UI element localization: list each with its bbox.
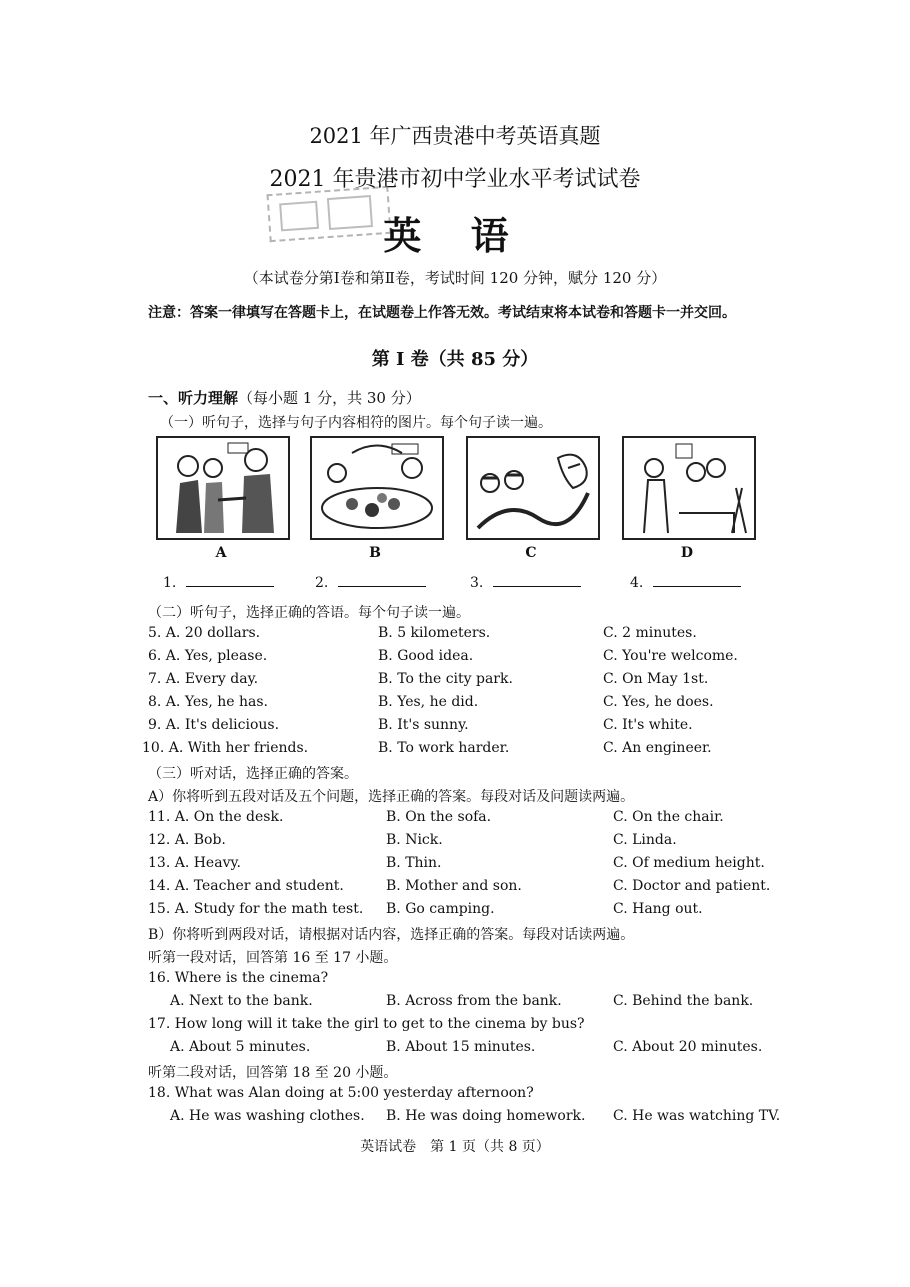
answer-blank-1 (163, 572, 274, 591)
section-name: 一、听力理解 (148, 389, 239, 407)
question-option: C. Of medium height. (613, 855, 765, 871)
answer-line (338, 572, 426, 587)
picture-a (156, 436, 290, 540)
blank-number: 1. (163, 575, 177, 591)
question-option: C. 2 minutes. (603, 625, 697, 641)
answer-blank-3 (470, 572, 581, 591)
question-option: A. He was washing clothes. (170, 1108, 365, 1124)
question-option: B. 5 kilometers. (378, 625, 491, 641)
question-option: 11. A. On the desk. (148, 809, 284, 825)
question-option: B. To the city park. (378, 671, 513, 687)
greeting-people-illustration (158, 438, 288, 538)
question-option: B. About 15 minutes. (386, 1039, 536, 1055)
subject-title: 英 语 (383, 213, 527, 258)
part2-instruction: （二）听句子，选择正确的答语。每个句子读一遍。 (148, 605, 470, 621)
question-option: B. Yes, he did. (378, 694, 479, 710)
picture-label: C (525, 545, 537, 561)
answer-line (186, 572, 274, 587)
picture-b (310, 436, 444, 540)
exam-info: （本试卷分第Ⅰ卷和第Ⅱ卷，考试时间 120 分钟，赋分 120 分） (243, 269, 667, 287)
question-option: 6. A. Yes, please. (148, 648, 268, 664)
question-16: 16. Where is the cinema? (148, 970, 329, 986)
question-option: B. Thin. (386, 855, 442, 871)
question-option: 9. A. It's delicious. (148, 717, 280, 733)
blank-number: 4. (630, 575, 644, 591)
question-option: B. Go camping. (386, 901, 495, 917)
question-option: C. About 20 minutes. (613, 1039, 763, 1055)
question-option: C. He was watching TV. (613, 1108, 781, 1124)
dragon-dance-illustration (468, 438, 598, 538)
part3b-instruction: B）你将听到两段对话，请根据对话内容，选择正确的答案。每段对话读两遍。 (148, 927, 635, 943)
question-option: C. Behind the bank. (613, 993, 754, 1009)
question-option: C. You're welcome. (603, 648, 738, 664)
question-option: 12. A. Bob. (148, 832, 226, 848)
answer-blank-2 (315, 572, 426, 591)
question-option: A. Next to the bank. (170, 993, 313, 1009)
question-option: B. Mother and son. (386, 878, 522, 894)
picture-label: B (369, 545, 381, 561)
page-footer: 英语试卷 第 1 页（共 8 页） (360, 1139, 550, 1155)
exam-title: 2021 年贵港市初中学业水平考试试卷 (269, 167, 641, 192)
question-option: 14. A. Teacher and student. (148, 878, 344, 894)
question-option: C. It's white. (603, 717, 693, 733)
question-option: 8. A. Yes, he has. (148, 694, 268, 710)
question-option: 10. A. With her friends. (142, 740, 309, 756)
question-option: B. It's sunny. (378, 717, 469, 733)
family-dinner-illustration (312, 438, 442, 538)
question-18: 18. What was Alan doing at 5:00 yesterday afternoon? (148, 1085, 534, 1101)
answer-line (653, 572, 741, 587)
question-option: C. On May 1st. (603, 671, 709, 687)
question-option: C. Yes, he does. (603, 694, 714, 710)
question-option: A. About 5 minutes. (170, 1039, 311, 1055)
question-option: 13. A. Heavy. (148, 855, 241, 871)
section-score: （每小题 1 分，共 30 分） (238, 389, 421, 407)
section-title (148, 387, 421, 408)
question-option: C. An engineer. (603, 740, 712, 756)
dialog2-instruction: 听第二段对话，回答第 18 至 20 小题。 (148, 1065, 398, 1081)
question-option: B. He was doing homework. (386, 1108, 586, 1124)
question-option: 5. A. 20 dollars. (148, 625, 261, 641)
answer-blank-4 (630, 572, 741, 591)
part1-instruction: （一）听句子，选择与句子内容相符的图片。每个句子读一遍。 (160, 415, 552, 431)
dialog1-instruction: 听第一段对话，回答第 16 至 17 小题。 (148, 950, 398, 966)
question-option: 15. A. Study for the math test. (148, 901, 364, 917)
question-option: B. Nick. (386, 832, 443, 848)
question-option: B. To work harder. (378, 740, 510, 756)
picture-label: D (680, 545, 694, 561)
part3a-instruction: A）你将听到五段对话及五个问题，选择正确的答案。每段对话及问题读两遍。 (148, 789, 635, 805)
page-title: 2021 年广西贵港中考英语真题 (309, 124, 601, 148)
question-option: B. Across from the bank. (386, 993, 562, 1009)
answer-line (493, 572, 581, 587)
question-option: B. On the sofa. (386, 809, 492, 825)
question-option: C. Doctor and patient. (613, 878, 771, 894)
question-option: B. Good idea. (378, 648, 474, 664)
question-17: 17. How long will it take the girl to get to the cinema by bus? (148, 1016, 585, 1032)
blank-number: 3. (470, 575, 484, 591)
exam-note: 注意：答案一律填写在答题卡上，在试题卷上作答无效。考试结束将本试卷和答题卡一并交回。 (148, 305, 736, 321)
picture-label: A (215, 545, 227, 561)
question-option: C. Hang out. (613, 901, 703, 917)
picture-d (622, 436, 756, 540)
part3-instruction: （三）听对话，选择正确的答案。 (148, 766, 358, 782)
volume-title: 第 Ⅰ 卷（共 85 分） (371, 349, 539, 370)
question-option: 7. A. Every day. (148, 671, 259, 687)
blank-number: 2. (315, 575, 329, 591)
family-talk-illustration (624, 438, 754, 538)
question-option: C. On the chair. (613, 809, 724, 825)
picture-c (466, 436, 600, 540)
question-option: C. Linda. (613, 832, 677, 848)
